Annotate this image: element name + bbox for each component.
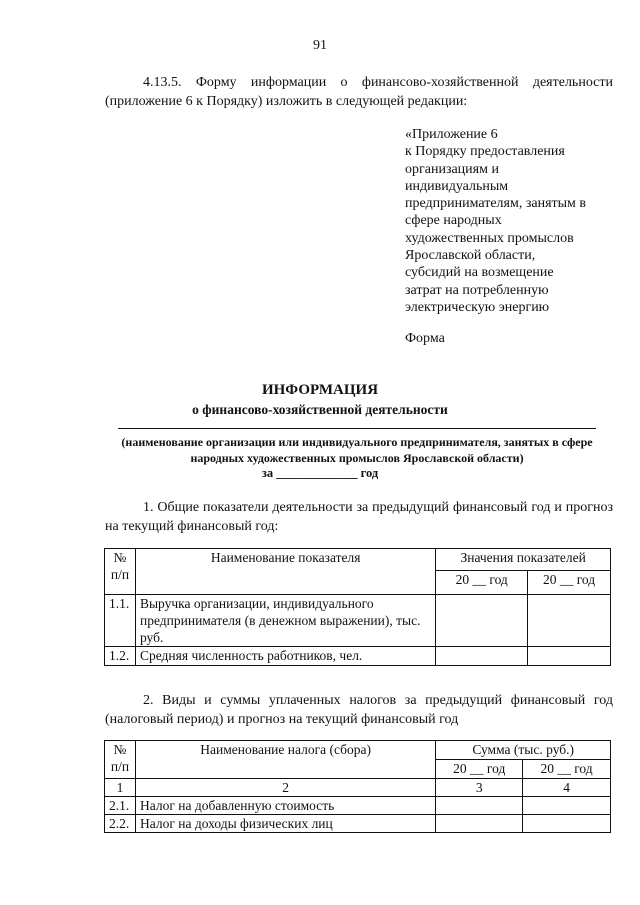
organization-note: (наименование организации или индивидуального предпринимателя, занятых в сфере народных художественных промыслов Ярославской области): [121, 435, 593, 465]
column-number: 1: [105, 779, 136, 797]
header-year-2: 20 __ год: [528, 571, 611, 595]
value-cell[interactable]: [528, 595, 611, 647]
table-row: [105, 595, 611, 647]
appendix-line: индивидуальным: [405, 178, 509, 194]
document-title: ИНФОРМАЦИЯ: [261, 382, 379, 398]
column-number: 3: [436, 779, 523, 797]
page-number: 91: [313, 38, 327, 53]
appendix-line: затрат на потребленную: [405, 282, 549, 298]
form-label: Форма: [405, 331, 445, 346]
section-2-text: 2. Виды и суммы уплаченных налогов за предыдущий финансовый год (налоговый период) и прогноз на текущий финансовый год: [105, 693, 613, 727]
value-cell[interactable]: [528, 647, 611, 666]
row-name: Выручка организации, индивидуального предпринимателя (в денежном выражении), тыс. руб.: [135, 595, 435, 647]
header-num: № п/п: [105, 741, 136, 779]
intro-paragraph: 4.13.5. Форму информации о финансово-хозяйственной деятельности (приложение 6 к Порядку) изложить в следующей редакции:: [105, 75, 613, 109]
appendix-line: «Приложение 6: [405, 127, 498, 142]
row-num: 1.2.: [105, 647, 136, 666]
period-line: за _____________ год: [261, 466, 379, 480]
appendix-line: художественных промыслов: [405, 230, 574, 246]
row-num: 2.2.: [105, 815, 136, 833]
table-row: [105, 815, 611, 833]
appendix-line: электрическую энергию: [405, 299, 550, 315]
header-tax-name: Наименование налога (сбора): [135, 741, 435, 779]
row-name: Налог на доходы физических лиц: [135, 815, 435, 833]
header-num: № п/п: [105, 549, 136, 595]
row-name: Средняя численность работников, чел.: [135, 647, 435, 666]
value-cell[interactable]: [523, 815, 611, 833]
row-name: Налог на добавленную стоимость: [135, 797, 435, 815]
header-indicator-name: Наименование показателя: [135, 549, 435, 595]
value-cell[interactable]: [436, 595, 528, 647]
table-row: [105, 647, 611, 666]
table-row: [105, 797, 611, 815]
section-1-text: 1. Общие показатели деятельности за предыдущий финансовый год и прогноз на текущий финансовый год:: [105, 500, 613, 534]
document-subtitle: о финансово-хозяйственной деятельности: [192, 402, 448, 417]
appendix-line: Ярославской области,: [405, 248, 536, 264]
header-year-2: 20 __ год: [523, 760, 611, 779]
header-year-1: 20 __ год: [436, 760, 523, 779]
row-num: 2.1.: [105, 797, 136, 815]
value-cell[interactable]: [523, 797, 611, 815]
appendix-line: к Порядку предоставления: [405, 144, 565, 160]
header-year-1: 20 __ год: [436, 571, 528, 595]
value-cell[interactable]: [436, 797, 523, 815]
column-number: 4: [523, 779, 611, 797]
column-number: 2: [135, 779, 435, 797]
taxes-table: [104, 740, 611, 833]
header-sum: Сумма (тыс. руб.): [436, 741, 611, 760]
fill-in-line: [118, 428, 596, 429]
appendix-line: сфере народных: [405, 213, 502, 229]
row-num: 1.1.: [105, 595, 136, 647]
value-cell[interactable]: [436, 815, 523, 833]
header-indicator-values: Значения показателей: [436, 549, 611, 571]
indicators-table: [104, 548, 611, 666]
appendix-line: субсидий на возмещение: [405, 265, 554, 281]
appendix-line: организациям и: [405, 161, 499, 177]
value-cell[interactable]: [436, 647, 528, 666]
appendix-line: предпринимателям, занятым в: [405, 196, 587, 212]
appendix-block: [405, 126, 615, 316]
column-numbers-row: [105, 779, 611, 797]
